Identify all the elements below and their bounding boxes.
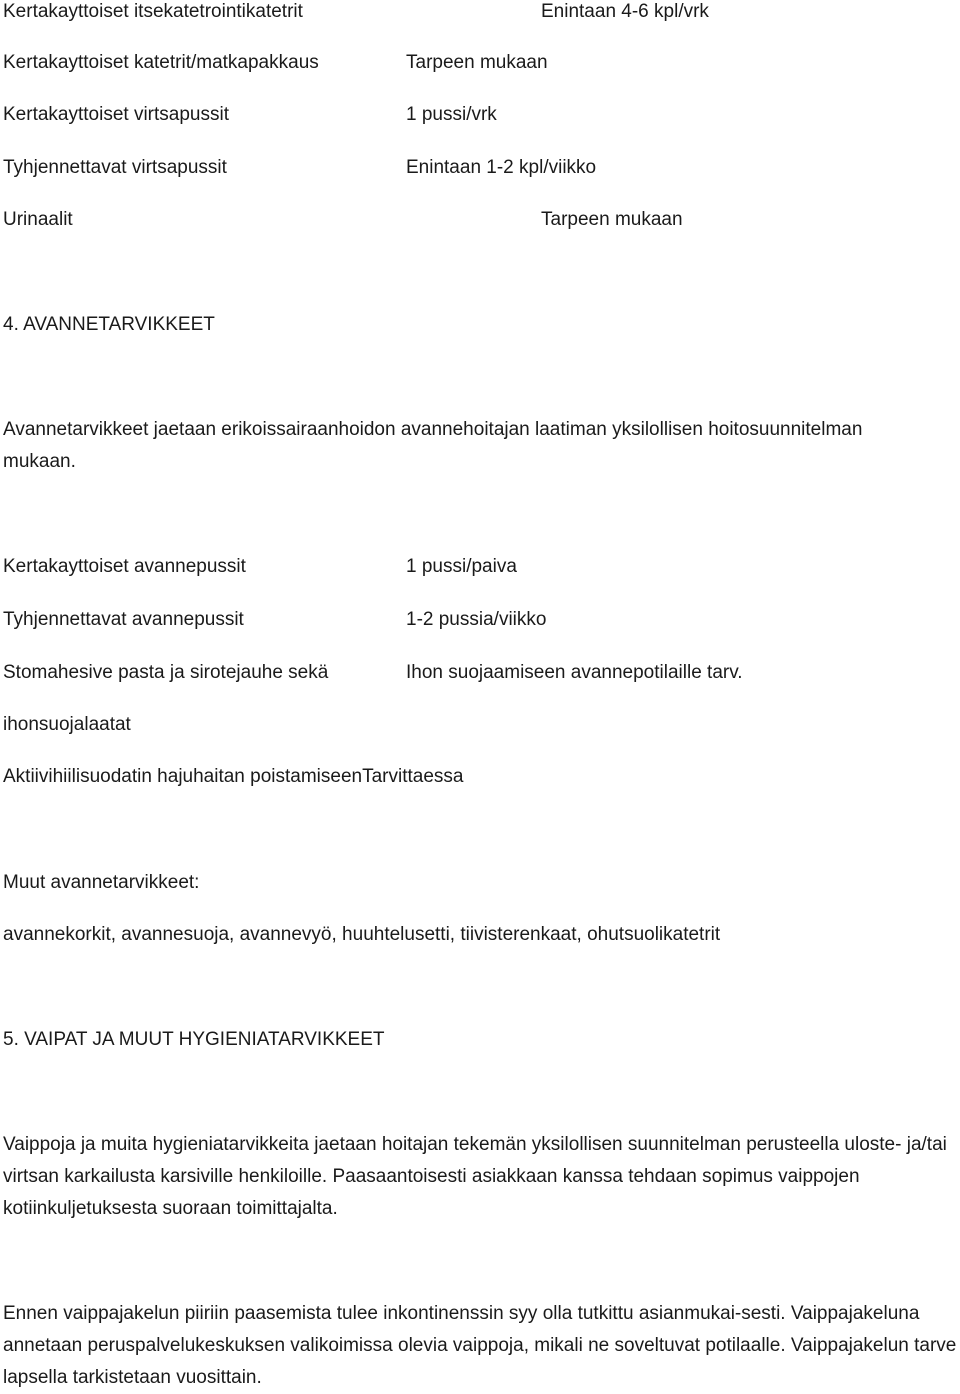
supply-item: Kertakayttoiset avannepussit [3,556,246,577]
supply-item: Kertakayttoiset katetrit/matkapakkaus [3,52,319,73]
supply-item: Stomahesive pasta ja sirotejauhe sekä [3,662,329,683]
supply-amount: Tarpeen mukaan [541,209,683,230]
supply-item: Kertakayttoiset virtsapussit [3,104,229,125]
section-heading: 4. AVANNETARVIKKEET [3,314,215,335]
supply-amount: 1 pussi/vrk [406,104,497,125]
supply-item: Tyhjennettavat virtsapussit [3,157,227,178]
supply-item: Aktiivihiilisuodatin hajuhaitan poistamiseen [3,766,363,787]
supply-item: Urinaalit [3,209,73,230]
filter-line [3,765,463,789]
supply-amount: Enintaan 1-2 kpl/viikko [406,157,597,178]
supply-amount: Enintaan 4-6 kpl/vrk [541,1,709,22]
supply-item-cont: ihonsuojalaatat [3,714,131,735]
supply-amount: 1-2 pussia/viikko [406,609,547,630]
supply-amount: Ihon suojaamiseen avannepotilaille tarv. [406,662,743,683]
section-paragraph: Ennen vaippajakelun piiriin paasemista tulee inkontinenssin syy olla tutkittu asianmukai-sesti. Vaippajakeluna annetaan peruspalvelukeskuksen valikoimissa olevia vaippoja, mikali ne soveltuvat potilaalle. Vaippajakelun tarve lapsella tarkistetaan vuosittain. [3,1303,957,1388]
supply-amount: 1 pussi/paiva [406,556,517,577]
supply-item: Tyhjennettavat avannepussit [3,609,244,630]
other-supplies-label: Muut avannetarvikkeet: [3,872,200,893]
section-paragraph: Vaippoja ja muita hygieniatarvikkeita jaetaan hoitajan tekemän yksilollisen suunnitelman perusteella uloste- ja/tai virtsan karkailusta karsiville henkiloille. Paasaantoisesti asiakkaan kanssa tehdaan sopimus vaippojen kotiinkuljetuksesta suoraan toimittajalta. [3,1134,947,1219]
other-supplies-list: avannekorkit, avannesuoja, avannevyö, huuhtelusetti, tiivisterenkaat, ohutsuolikatetrit [3,924,721,945]
supply-amount: Tarpeen mukaan [406,52,548,73]
section-intro: Avannetarvikkeet jaetaan erikoissairaanhoidon avannehoitajan laatiman yksilollisen hoitosuunnitelman [3,419,863,440]
supply-item: Kertakayttoiset itsekatetrointikatetrit [3,1,303,22]
section-intro-cont: mukaan. [3,451,76,472]
section-heading: 5. VAIPAT JA MUUT HYGIENIATARVIKKEET [3,1029,385,1050]
supply-amount: Tarvittaessa [362,766,464,787]
